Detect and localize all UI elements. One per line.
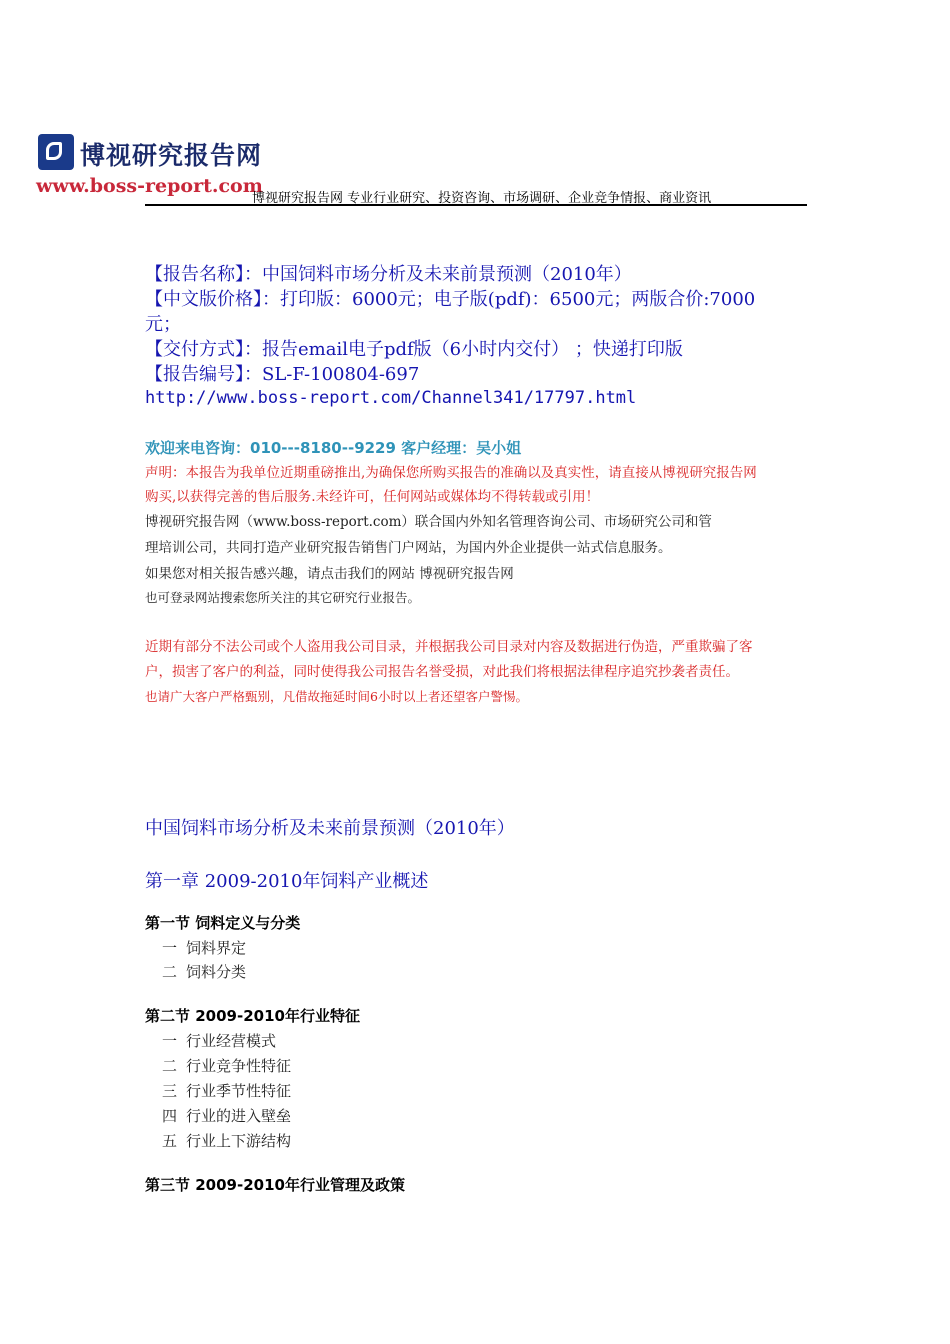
logo-icon — [38, 134, 74, 170]
section-2-title: 第二节 2009-2010年行业特征 — [145, 1007, 360, 1025]
toc-title: 中国饲料市场分析及未来前景预测（2010年） — [145, 818, 515, 839]
report-name-value: 中国饲料市场分析及未来前景预测（2010年） — [262, 264, 632, 285]
section-2-item: 四 行业的进入壁垒 — [162, 1107, 292, 1125]
price-value: 打印版：6000元；电子版(pdf)：6500元；两版合价:7000 — [280, 289, 756, 310]
report-name-line — [145, 262, 805, 287]
report-code-label: 【报告编号】： — [145, 364, 262, 385]
logo-name: 博视研究报告网 — [80, 141, 263, 170]
section-1-item: 二 饲料分类 — [162, 963, 247, 981]
warning-line-2: 户，损害了客户的利益，同时使得我公司报告名誉受损，对此我们将根据法律程序追究抄袭者责任。 — [145, 664, 739, 680]
intro-line-4: 也可登录网站搜索您所关注的其它研究行业报告。 — [145, 590, 421, 605]
report-code-line — [145, 362, 805, 387]
report-price-cont: 元； — [145, 314, 181, 335]
intro-line-3[interactable]: 如果您对相关报告感兴趣，请点击我们的网站 博视研究报告网 — [145, 566, 514, 582]
statement-line-2: 购买,以获得完善的售后服务.未经许可，任何网站或媒体均不得转载或引用！ — [145, 489, 600, 505]
intro-line-2: 理培训公司，共同打造产业研究报告销售门户网站，为国内外企业提供一站式信息服务。 — [145, 540, 672, 556]
section-2-item: 一 行业经营模式 — [162, 1032, 277, 1050]
statement-line-1: 声明：本报告为我单位近期重磅推出,为确保您所购买报告的准确以及真实性，请直接从博视研究报告网 — [145, 465, 757, 481]
section-1-item: 一 饲料界定 — [162, 939, 247, 957]
report-url-link[interactable]: http://www.boss-report.com/Channel341/17797.html — [145, 388, 637, 408]
section-2-item: 五 行业上下游结构 — [162, 1132, 292, 1150]
chapter-1-title: 第一章 2009-2010年饲料产业概述 — [145, 871, 429, 892]
header-tagline: 博视研究报告网 专业行业研究、投资咨询、市场调研、企业竞争情报、商业资讯 — [252, 191, 712, 206]
section-3-title: 第三节 2009-2010年行业管理及政策 — [145, 1176, 405, 1194]
warning-line-1: 近期有部分不法公司或个人盗用我公司目录，并根据我公司目录对内容及数据进行伪造，严重欺骗了客 — [145, 639, 753, 655]
section-1-title: 第一节 饲料定义与分类 — [145, 914, 301, 932]
header-divider — [145, 204, 807, 206]
delivery-label: 【交付方式】： — [145, 339, 262, 360]
report-name-label: 【报告名称】： — [145, 264, 262, 285]
delivery-value: 报告email电子pdf版（6小时内交付） ；快递打印版 — [262, 339, 683, 360]
delivery-line — [145, 337, 805, 362]
report-code-value: SL-F-100804-697 — [262, 364, 420, 385]
price-label: 【中文版价格】： — [145, 289, 280, 310]
logo-url[interactable]: www.boss-report.com — [36, 175, 263, 197]
report-price-line — [145, 287, 805, 312]
hotline-text: 欢迎来电咨询：010---8180--9229 客户经理：吴小姐 — [145, 439, 522, 457]
section-2-item: 三 行业季节性特征 — [162, 1082, 292, 1100]
warning-line-3: 也请广大客户严格甄别，凡借故拖延时间6小时以上者还望客户警惕。 — [145, 689, 528, 704]
section-2-item: 二 行业竞争性特征 — [162, 1057, 292, 1075]
intro-line-1: 博视研究报告网（www.boss-report.com）联合国内外知名管理咨询公司、市场研究公司和管 — [145, 514, 712, 530]
